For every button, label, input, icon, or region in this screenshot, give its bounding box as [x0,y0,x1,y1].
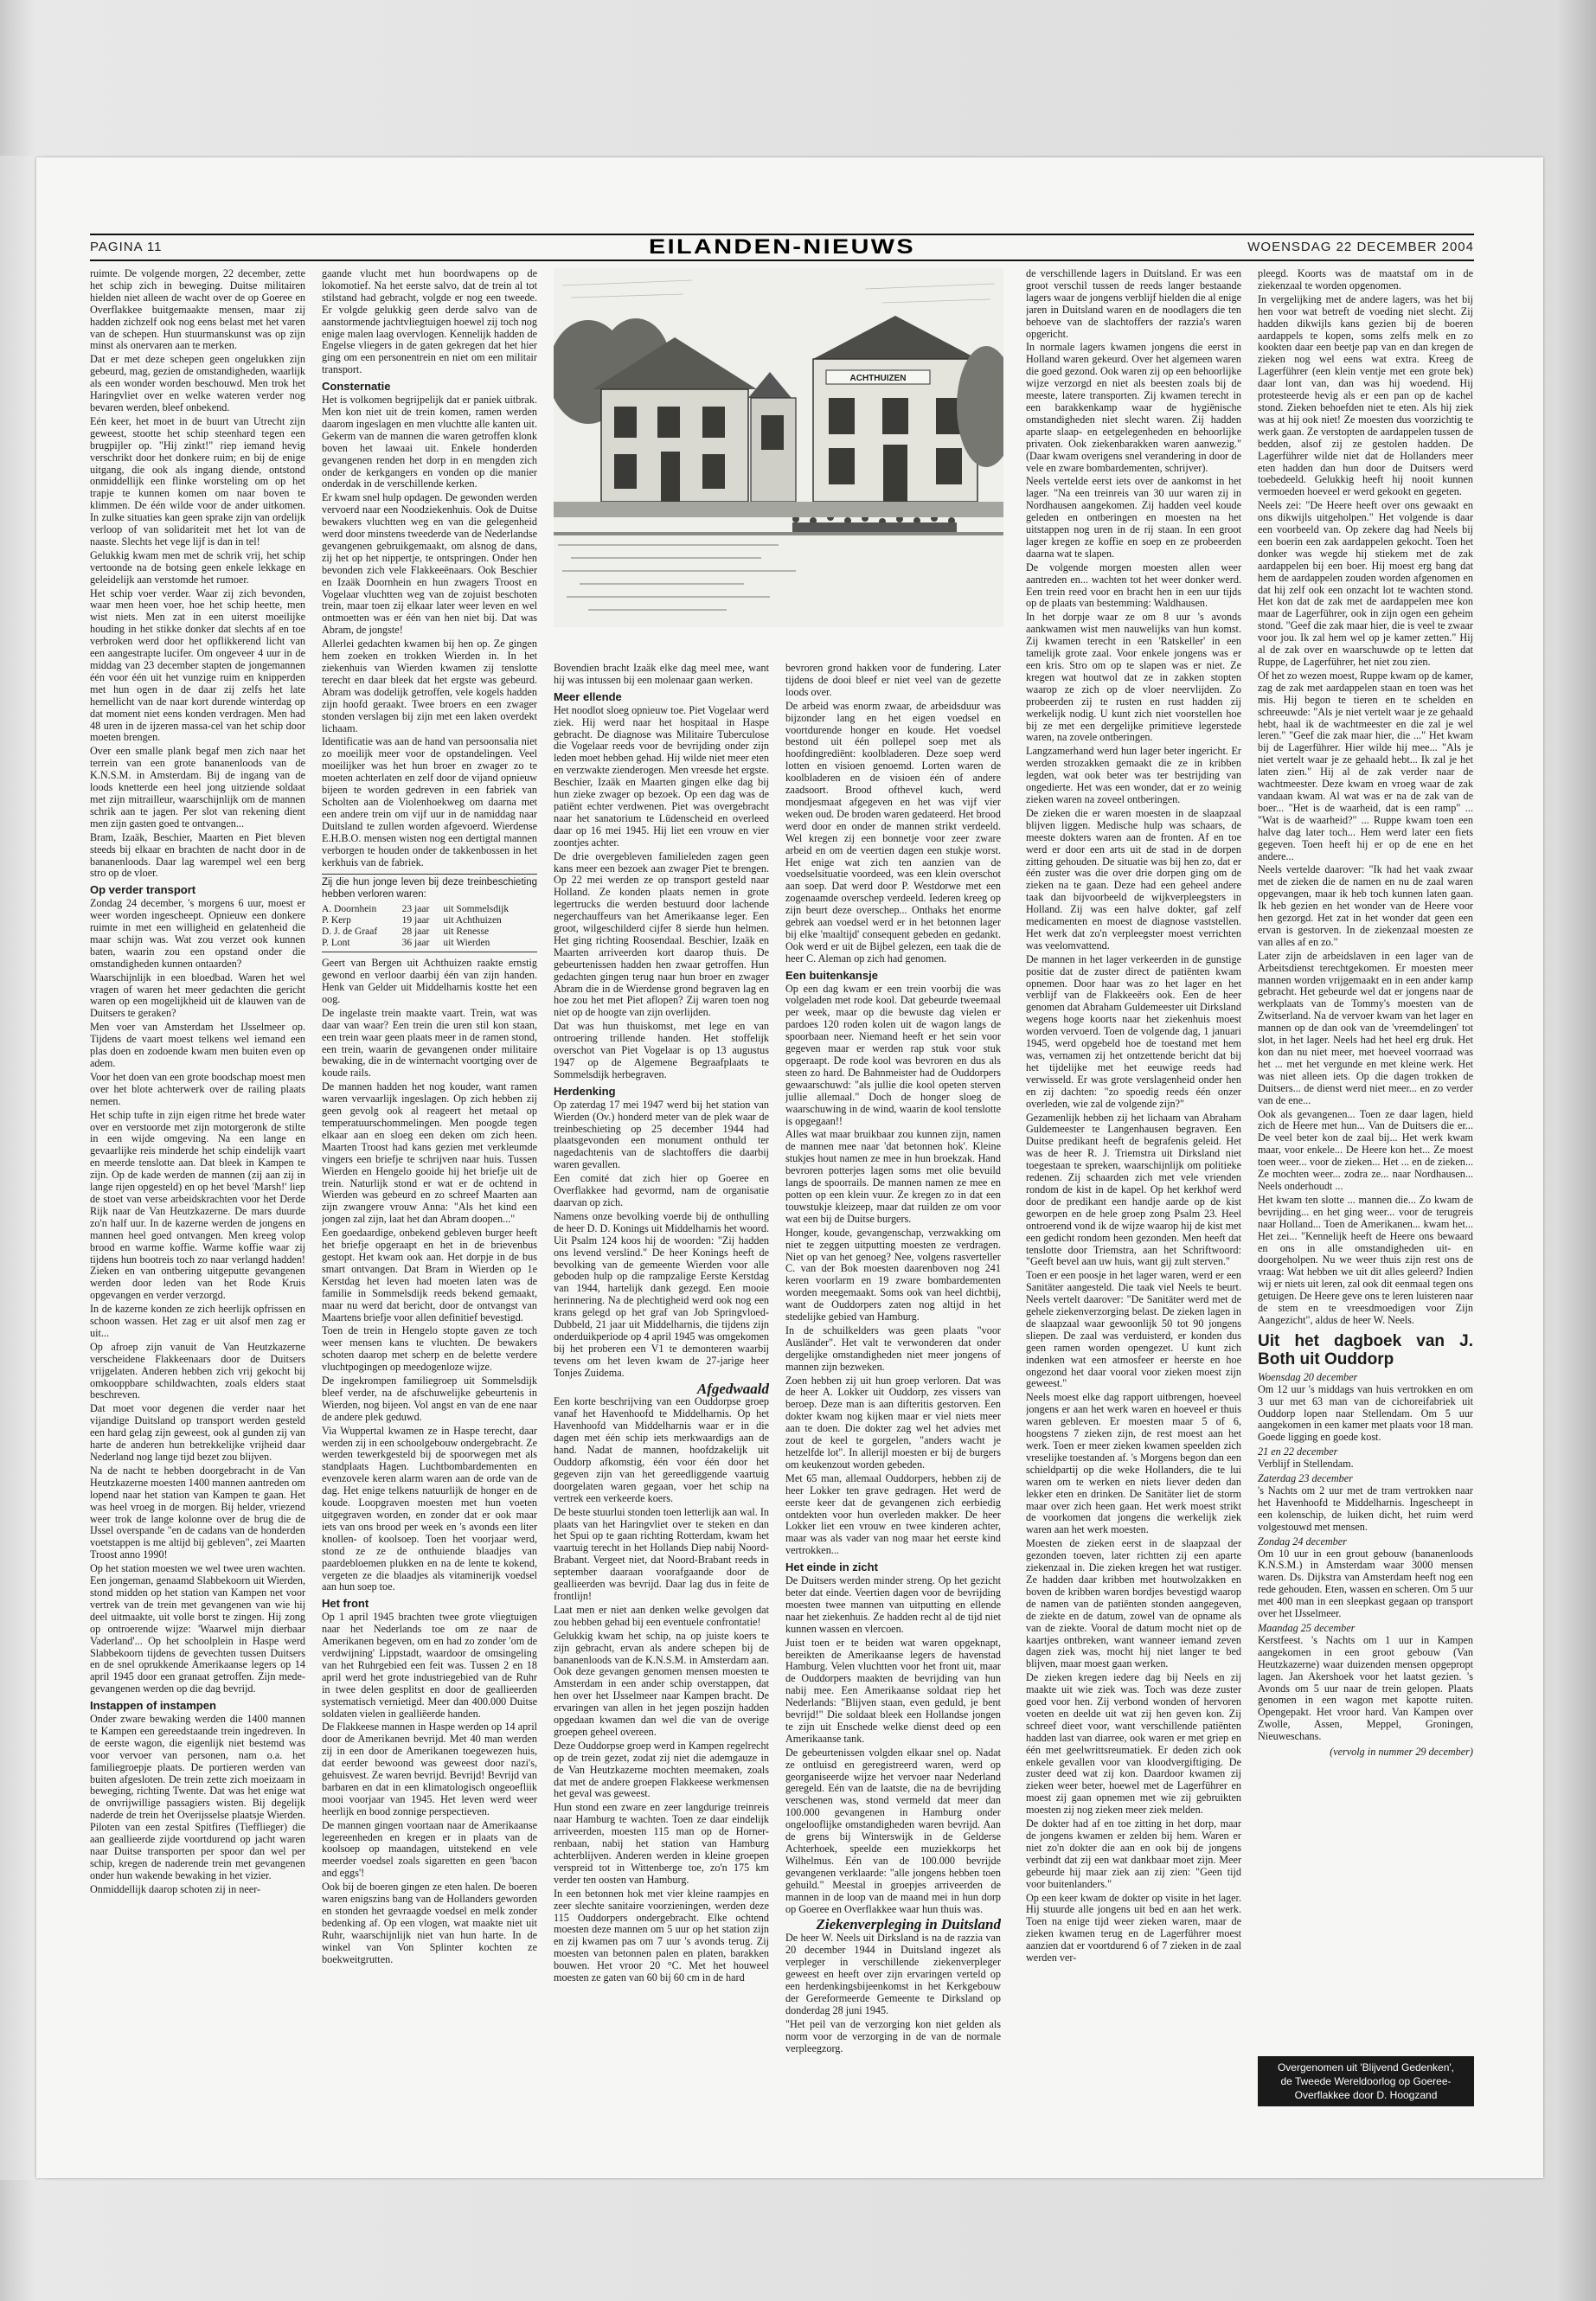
paragraph: Deze Ouddorpse groep werd in Kampen regelrecht op de trein gezet, zodat zij niet die ademgauze in de Van Heutzkazerne mochten meemaken, zoals dat met de andere groepen Flakkeese werkmensen het geval was geweest. [554,1739,769,1800]
paragraph: Bram, Izaäk, Beschier, Maarten en Piet bleven steeds bij elkaar en brachten de nacht door in de bananenloods. Daar lag warempel wel een berg stro op de vloer. [90,830,305,880]
paragraph: Bovendien bracht Izaäk elke dag meel mee, want hij was intussen bij een molenaar gaan werken. [554,663,769,686]
subheading: Op verder transport [90,883,196,897]
table-row [322,938,537,949]
paragraph: Op het station moesten we wel twee uren wachten. Een jongeman, genaamd Slabbekoorn uit Wierden, stond midden op het station van Kampen net voor vertrek van de trein met gevangenen van wie hij deel uitmaakte, uit volle borst te zingen. Hij zong op ontroerende wijze: 'Waarwel mijn dierbaar Vaderland'... Op het schoolplein in Haspe werd Slabbekoorn tijdens de gevechten tussen Duitsers en de snel oprukkende Amerikaanse legers op 14 april 1945 door een granaat getroffen. Zijn mede-gevangenen werden op die dag bevrijd. [90,1562,305,1695]
victims-table [322,874,537,952]
paragraph: De Flakkeese mannen in Haspe werden op 14 april door de Amerikanen bevrijd. Met 40 man werden zij in een door de Amerikanen toegewezen huis, dat eerder bewoond was geweest door nazi's, gehuisvest. Ze waren bevrijd. Bevrijd! Bevrijd van barbaren en dat in een klimatologisch ongeoefliik mooi voorjaar van 1945. Het leven werd weer heerlijk en bood zonnige perspectieven. [322,1721,537,1817]
paragraph: Er kwam snel hulp opdagen. De gewonden werden vervoerd naar een Noodziekenhuis. Ook de Duitse bewakers vluchtten weg en van die gelegenheid werd door minstens tweederde van de Nederlandse gevangenen gebruikgemaakt, om alsnog de dans, zij het op het nippertje, te ontspringen. Onder hen bevonden zich vele Flakkeeënaars. Ook Beschier en Izaäk Doornhein en hun zwagers Troost en Vogelaar vluchtten weg van de zojuist beschoten trein, maar toen zij elkaar later weer leven en wel ontmoetten was er één van hen niet bij. Dat was Abram, de jongste! [322,491,537,637]
paragraph: De ingekrompen familiegroep uit Sommelsdijk bleef verder, na de afschuwelijke gebeurtenis in Wierden, nog bijeen. Vol angst en van de ene naar de andere plek geduwd. [322,1375,537,1423]
page-number: PAGINA 11 [90,240,163,254]
paragraph: Toen er een poosje in het lager waren, werd er een Sanitäter aangesteld. Die taak viel Neels te beurt. Neels vertelt daarover: "De Sanitäter werd met de gehele ziekenverzorging belast. De zieken lagen in de slaapzaal waar gewoonlijk 50 tot 90 jongens sliepen. De zaal was verduisterd, er konden dus geen ramen worden opengezet. U kunt zich indenken wat een atmosfeer er heerste en hoe ongezond het daar vooral voor zieken moest zijn geweest." [1026,1269,1241,1390]
victim-name: P. Kerp [322,915,351,926]
victim-age: 23 jaar [401,904,430,915]
paragraph: Neels zei: "De Heere heeft over ons gewaakt en ons dikwijls uitgeholpen." Het volgende is daar een voorbeeld van. Op zekere dag had Neels bij een boerin een zak aardappelen gekocht. Toen het donker was wegde hij stiekem met de zak aardappelen bij een boer. Hij moest erg bang dat hem de aardappelen zouden worden afgenomen en dat hij zelf ook een onzacht lot te wachten stond. Het kon dat de zak met de aardappelen mee kon maar de Lagerführer, ook in zijn ogen een geheim stond. "Geef die zak maar hier, die is veel te zwaar voor jou. Ik zal hem wel op je kamer zetten." Hij al de zak over en waarschuwde op te letten dat Ruppe, de Lagerführer, het niet zou zien. [1258,499,1473,668]
paragraph: In vergelijking met de andere lagers, was het bij hen voor wat betreft de voeding niet slecht. Zij hadden dikwijls kans gezien bij de boeren aardappels te kopen, soms zelfs melk en zo kookten daar een beetje pap van en dan kregen de zieken nog wel eens wat extra. Kreeg de Lagerführer (een klein ventje met een grote bek) daar lont van, dan was hij woedend. Hij protesteerde hevig als er een pan op de kachel stond. Zieken behoefden niet te eten. Als hij ziek was at hij ook niet! Ze moesten dus voorzichtig te werk gaan. Ze verstopten de aardappelen tussen de bedden, alsof zij ze gestolen hadden. De Lagerführer wilde niet dat de Hollanders meer eten hadden dan hun door de Duitsers werd toebedeeld. Gelukkig heeft hij nooit kunnen vermoeden hoeveel er werd gekookt en gegeten. [1258,292,1473,498]
diary-text: Om 10 uur in een grout gebouw (bananenloods K.N.S.M.) in Amsterdam waar 3000 mensen waren. Ds. Dijkstra van Amsterdam heeft nog een rede gehouden. Eten, wassen en scheren. Om 5 uur met 400 man in een sleepkast gegaan op transport over het IJsselmeer. [1258,1547,1473,1620]
paragraph: Dat was hun thuiskomst, met lege en van ontroering trillende handen. Het stoffelijk overschot van Piet Vogelaar is op 13 augustus 1947 op de Algemene Begraafplaats te Sommelsdijk herbegraven. [554,1020,769,1080]
article-column-4 [785,663,1001,2102]
paragraph: Het kwam ten slotte ... mannen die... Zo kwam de bevrijding... en het ging weer... voor de terugreis naar Holland... Toen de Amerikanen... kwam het... Het zei... "Kennelijk heeft de Heere ons bewaard en ons in alle omstandigheden uit- en doorgeholpen. Nu we weer thuis zijn rest ons de vraag: Wat hebben we uit dit alles geleerd? Indien wij er niets uit leren, zal ook dit eenmaal tegen ons getuigen. De Heere geve ons te leren luisteren naar de stem en te vreesdmoedigen voor Zijn Aangezicht", aldus de heer W. Neels. [1258,1193,1473,1326]
issue-date: WOENSDAG 22 DECEMBER 2004 [1247,240,1474,254]
building-sign: ACHTHUIZEN [849,374,907,383]
paragraph: De mannen gingen voortaan naar de Amerikaanse legereenheden en kregen er in plaats van de koolsoep op maandagen, uitstekend en vele meerder voedsel zoals sigaretten en geen 'bacon and eggs'! [322,1818,537,1880]
paragraph: In een betonnen hok met vier kleine raampjes en zeer slechte sanitaire voorzieningen, werden deze 115 Ouddorpers ondergebracht. Elke ochtend moesten deze mannen om 5 uur op het station zijn en zij kwamen pas om 7 uur 's avonds terug. Zij moesten van betonnen palen en platen, barakken bouwen. Het vroor 20 °C. Met het houweel moesten ze gaten van 60 bij 60 cm in de hard [554,1887,769,1984]
paragraph: Voor het doen van een grote boodschap moest men over het blote achterwerk over de railing plaats nemen. [90,1070,305,1107]
diary-date: 21 en 22 december [1258,1445,1338,1458]
article-column-6 [1258,268,1473,2102]
paragraph: Onmiddellijk daarop schoten zij in neer- [90,1882,261,1895]
paragraph: bevroren grond hakken voor de fundering. Later tijdens de dooi bleef er niet veel van de gezette loods over. [785,663,1001,698]
paragraph: Via Wuppertal kwamen ze in Haspe terecht, daar werden zij in een schoolgebouw ondergebracht. Ze werden tewerkgesteld bij de spoorwegen met als standplaats Hagen. Luchtbombardementen en evenzovele keren alarm waren aan de orde van de dag. Het enige telkens natuurlijk de honger en de koude. Loopgraven moesten met hun voeten uitgegraven worden, en zonder dat er ook maar iets van ons brood per week en 's avonds een liter knollen- of koolsoep. Toen het voorjaar werd, stond ze ze de onthuiende blaadjes van paardebloemen plukken en na de lente te kokend, vergeten ze die blaadjes als vitaminerijk voedsel aan hun soep toe. [322,1424,537,1593]
diary-heading: Uit het dagboek van J. Both uit Ouddorp [1258,1331,1473,1368]
article-column-3 [554,663,769,2102]
paragraph: De zieken kregen iedere dag bij Neels en zij maakte uit wie ziek was. Toch was deze zuster goed voor hen. Zij verbond wonden of hervoren voeten en deelde uit wat zij hen geven kon. Zij schreef dieet voor, want verschillende patiënten hadden last van diarree, ook waren er met griep en één met geelwrittsreumatiek. Er deden zich ook enkele gevallen voor van kloodvergiftiging. De zuster deed wat zij kon. Daardoor kwamen zij zieken weer beter, hoewel met de Lagerführer en moest zij gaan opnemen met wie zij gebruikten moesten zij nog zieken meer ziek melden. [1026,1671,1241,1817]
paragraph: Neels vertelde eerst iets over de aankomst in het lager. "Na een treinreis van 30 uur waren zij in Nordhausen aangekomen. Zij hadden veel koude geleden en ontberingen en moesten na het uitstappen nog uren in de rij staan. In een groot lager kregen ze koffie en soep en ze probeerden daarna wat te slapen. [1026,475,1241,560]
paragraph: De ingelaste trein maakte vaart. Trein, wat was daar van waar? Een trein die uren stil kon staan, een trein waar geen plaats meer in de ramen stond, een trein, waarin de gevangenen onder militaire bewaking, die in de winternacht voortging over de koude rails. [322,1006,537,1080]
subheading: Meer ellende [554,689,622,703]
paragraph: De mannen hadden het nog kouder, want ramen waren vervaarlijk ingeslagen. Op zich hebben zij geen gevolg ook al reageert het metaal op temperatuurschommelingen. Men poogde tegen elkaar aan en sloeg een deken om zich heen. Maarten Troost had kans gezien met verkleumde vingers een briefje te schrijven naar huis. Tussen Wierden en Hengelo gooide hij het briefje uit de trein. Naturlijk stond er wat er de ochtend in Wierden was gebeurd en zo schreef Maarten aan zijn zwangere vrouw Anna: "Als het kind een jongen zal zijn, laat het dan Abram doopen..." [322,1080,537,1226]
paragraph: Gelukkig kwam men met de schrik vrij, het schip vertoonde na de botsing geen enkele lekkage en geleidelijk aan verstomde het rumoer. [90,548,305,586]
paragraph: In het dorpje waar ze om 8 uur 's avonds aankwamen wist men nauwelijks van hun komst. Zij kwamen terecht in een 'Ratskeller' in een tamelijk grote zaal. Voor enkele jongens was er een kris. Stro om op te slapen was er niet. Ze kregen wat houtwol dat ze in zakken stopten waarop ze zich op de vloer neervlijden. Zo probeerden zij te rusten en rust hadden zij werkelijk nodig. U kunt zich niet voorstellen hoe bij ze met een dergelijke primitieve legerstede waren, na zovele ontberingen. [1026,611,1241,744]
paragraph: De beste stuurlui stonden toen letterlijk aan wal. In plaats van het Haringvliet over te steken en dan het Spui op te gaan richting Rotterdam, kwam het vaartuig terecht in het Hollands Diep nabij Noord-Brabant. Vergeet niet, dat Noord-Brabant reeds in september daaraan voorafgaande door de geallieerden was bevrijd. Daar lag dus in feite de frontlijn! [554,1505,769,1602]
paragraph: In normale lagers kwamen jongens die eerst in Holland waren gekeurd. Over het algemeen waren die goed gezond. Ook waren zij op een behoorlijke wijze verzorgd en niet als beesten zoals bij de meeste, latere transporten. Zij kwamen terecht in een barakkenkamp waar de hygiënische omstandigheden niet slecht waren. Zij hadden aparte slaap- en eetgelegenheden en behoorlijke privaten. Ook ziekenbarakken waren aanwezig." (Daar kwam overigens snel verandering in door de vele en zware bombardementen, schrijver). [1026,341,1241,474]
victim-age: 28 jaar [401,926,430,938]
paragraph: Honger, koude, gevangenschap, verzwakking om niet te zeggen uitputting moesten ze verdragen. Niet op van het genoeg? Nee, volgens rasverteller C. van der Bok moesten daarenboven nog 241 keren voorlarm en 19 zware bombardementen worden meegemaakt. Soms ook van heel dichtbij, want de Ouddorpers zaten nog altijd in het stedelijke gebied van Hamburg. [785,1226,1001,1324]
paragraph: Langzamerhand werd hun lager beter ingericht. Er werden strozakken gemaakt die ze in kribben legden, wat ook beter was ter bestrijding van ongedierte. Het was een wonder, dat er zo weinig zieken waren na zoveel ontberingen. [1026,745,1241,805]
paragraph: Alles wat maar bruikbaar zou kunnen zijn, namen de mannen mee naar 'dat betonnen hok'. Kleine stukjes hout namen ze mee in hun broekzak. Hand bevroren potterjes lagen soms met olie bevuild langs de spoorrails. De mannen namen ze mee en potten op een klein vuur. Ze kregen zo in dat een touwstukje kleizeep, maar dat ruilden ze om voor wat een bij de Duitse burgers. [785,1128,1001,1225]
paragraph: "Het peil van de verzorging kon niet gelden als norm voor de verzorging in de van de normale verpleegzorg. [785,2017,1001,2054]
victim-name: A. Doornhein [322,904,377,915]
table-row [322,904,537,915]
victim-name: D. J. de Graaf [322,926,378,938]
credit-line: Overgenomen uit 'Blijvend Gedenken', [1277,2061,1455,2073]
diary-text: Kerstfeest. 's Nachts om 1 uur in Kampen aangekomen in een groot gebouw (Van Heutzkazerne) waar duizenden mensen opgepropt lagen. Jan Akershoek voor het laatst gezien. 's Avonds om 5 uur naar de trein gelopen. Plaats genomen in een wagon met kapotte ruiten. Opengepakt. Het vroor hard. Van Kampen over Zwolle, Assen, Meppel, Groningen, Nieuweschans. [1258,1633,1473,1743]
table-row [322,926,537,938]
paragraph: Laat men er niet aan denken welke gevolgen dat zou hebben gehad bij een eventuele confrontatie! [554,1603,769,1628]
col1-body [90,268,305,880]
paragraph: Het noodlot sloeg opnieuw toe. Piet Vogelaar werd ziek. Hij werd naar het hospitaal in Haspe gebracht. De diagnose was Militaire Tuberculose die Vogelaar reeds voor de bevrijding onder zijn leden moet hebben gehad. Hij wilde niet meer eten en verzwakte zienderogen. Men vreesde het ergste. Beschier, Izaäk en Maarten gingen elke dag bij hun zieke zwager op bezoek. Op een dag was de patiënt echter verdwenen. Piet was overgebracht naar het sanatorium te Lüdenscheid en overleed daar op 16 mei 1945. Hij liet een vrouw en vier zoontjes achter. [554,703,769,849]
credit-line: de Tweede Wereldoorlog op Goeree- [1280,2075,1452,2087]
paragraph: Het schip tufte in zijn eigen ritme het brede water over en verstoorde met zijn motorgeronk de stilte in een wijde omgeving. Na een lange en gevaarlijke reis minderde het schip eindelijk vaart en meerde tenslotte aan. Dat bleek in Kampen te zijn. Op de kade werden de mannen (zij aan zij in lange rijen opgesteld) en op het bevel 'Marsh!' liep de stoet van verse arbeidskrachten voor het Derde Rijk naar de Van Heutzkazerne. De mars duurde zo'n half uur. In de kazerne werden de jongens en mannen heel goed ontvangen. Men kreeg volop brood en warme koffie. Warme koffie waar zij tijdens hun bootreis toch zo naar verlangd hadden! Zieken en van ontbering uitgeputte gevangenen werden door leden van het Rode Kruis opgevangen en verder verzorgd. [90,1108,305,1302]
diary-text: Om 12 uur 's middags van huis vertrokken en om 3 uur met 63 man van de cichoreifabriek uit Ouddorp lopen naar Stellendam. Om 5 uur aangekomen in een kamer met plaats voor 18 man. Goede ligging en goede kost. [1258,1382,1473,1444]
paragraph: gaande vlucht met hun boordwapens op de lokomotief. Na het eerste salvo, dat de trein al tot stilstand had gebracht, volgde er nog een tweede. Er volgde gelukkig geen derde salvo van de aanstormende jachtvliegtuigen hoewel zij toch nog enige malen laag overvlogen. Kennelijk hadden de Engelse vliegers in de gaten gekregen dat het hier ging om een personentrein en niet om een militair transport. [322,268,537,376]
paragraph: Moesten de zieken eerst in de slaapzaal der gezonden toeven, later richtten zij een aparte ziekenzaal in. Die zieken kregen het wat rustiger. Ze hadden daar kribben met houtwolzakken en boven de kribben waren bordjes bevestigd waarop de namen van de patiënten stonden aangegeven, de ziekte en de datum, zowel van de opname als van de ziekte. Vooral de datum mocht niet op de kaartjes ontbreken, want wanneer iemand zeven dagen ziek was, mocht hij niet langer te bed blijven, maar moest gaan werken. [1026,1537,1241,1670]
paragraph: Later zijn de arbeidslaven in een lager van de Arbeitsdienst terechtgekomen. Er moesten meer mannen worden vrijgemaakt en in een ander kamp gebracht. Het gebeurde wel dat er jongens naar de werkplaats van de Tommy's moesten van de Zwitserland. Na de vervoer kwam van het lager en mannen op de dan ook van de 'vreemdelingen' tot slot, in het lager. Neels had het heel erg druk. Het kon dan nu niet meer, met hoeveel voorraad was het ... met het vergunde en met kleine werk. Het was niet alleen iets. Op die dagen trokken de Duitsers... de dienst werd niet meer... en zo verder van de ene... [1258,949,1473,1106]
diary-text: Verblijf in Stellendam. [1258,1458,1354,1471]
paragraph: Het schip voer verder. Waar zij zich bevonden, waar men heen voer, hoe het schip heette, men wist niets. Men zat in een uiterst moeilijke houding in het stikke donker dat slechts af en toe verbroken werd door het opflikkerend licht van een aangestrapte lucifer. Om ongeveer 4 uur in de middag van 23 december stapten de jongemannen één voor één uit het vunzige ruim en knipperden met hun ogen in de daar zij zelfs het late hemellicht van de naar kort durende winterdag op dat moment niet eens konden verdragen. Men had 48 uren in de ijzeren massa-cel van het schip door moeten brengen. [90,586,305,744]
newspaper-name: EILANDEN-NIEUWS [648,235,915,259]
newspaper-page [36,157,1543,2178]
subheading: Het front [322,1597,369,1611]
subheading: Een buitenkansje [785,968,878,982]
paragraph: De gebeurtenissen volgden elkaar snel op. Nadat ze ontluisd en geregistreerd waren, werd op georganiseerde wijze het vervoer naar Nederland geregeld. Eén van de laatste, die na de bevrijding verschenen was, stond vermeld dat meer dan 100.000 gevangenen in Hamburg onder ongelooflijke omstandigheden waren bevrijd. Aan de grens bij Winterswijk in de Gelderse Achterhoek, speelde een muziekkorps het Wilhelmus. Eén van de 100.000 bevrijde gevangenen verklaarde: "alle jongens hebben toen gehuild." Meestal in groepjes arriveerden de mannen in de loop van de maand mei in hun dorp op Goeree en Overflakkee waar hun thuis was. [785,1746,1001,1915]
paragraph: Met 65 man, allemaal Ouddorpers, hebben zij de heer Lokker ten grave gedragen. Het werd de eerste keer dat de gevangenen zich eerbiedig ontdekten voor hun overleden makker. De heer Lokker liet een vrouw en twee kinderen achter, maar was als vader van nog maar het eerste kind vertrokken... [785,1471,1001,1557]
paragraph: Onder zware bewaking werden die 1400 mannen te Kampen een gereedstaande trein ingedreven. In de eerste wagon, die eigenlijk niet bestemd was voor vervoer van personen, nam o.a. het familiegroepje plaats. De portieren werden van buiten afgesloten. De trein zette zich moeizaam in beweging, richting Twente. Dat was het enige wat de onvrijwillige passagiers wisten. Bij degelijk naderde de trein het Overijsselse plaatsje Wierden. Piloten van een zestal Spitfires (Tiefflieger) die aan geallieerde zijde voortdurend op jacht waren naar Duitse transporten per spoor dan wel per schip, kregen de naderende trein met gevangenen onder hun wakende bewaking in het vizier. [90,1713,305,1881]
article-column-5 [1026,268,1241,2102]
paragraph: Dat moet voor degenen die verder naar het vijandige Duitsland op transport werden gesteld een hard gelag zijn geweest, ook al gunden zij van harte de anderen hun betrekkelijke vrijheid daar Nederland nog lange tijd bezet zou blijven. [90,1402,305,1463]
paragraph: Toen de trein in Hengelo stopte gaven ze toch weer mensen kans te vluchten. De bewakers schoten daarop met scherp en de belette verdere vluchtpogingen op meedogenloze wijze. [322,1324,537,1374]
paragraph: Eén keer, het moet in de buurt van Utrecht zijn geweest, stootte het schip steenhard tegen een brugpijler op. "Hij zinkt!" riep iemand hevig verschrikt door het donkere ruim; en bij de enige uitgang, die ook als ingang diende, ontstond onmiddellijk een flinke worsteling om op het trapje te kunnen komen om naar boven te klimmen. De één wilde voor de ander uitkomen. In zulke situaties kan geen sprake zijn van ordelijk verloop of van solidariteit met het lot van de naaste. Slechts het vege lijf is dan in tel! [90,414,305,548]
paragraph: Gezamenlijk hebben zij het lichaam van Abraham Guldemeester te Langenhausen begraven. Een Duitse predikant heeft de begrafenis geleid. Het was de heer R. J. Triemstra uit Dirksland niet toegestaan te spreken, waarschijnlijk om politieke redenen. Zij schaarden zich met vele vrienden rondom de kist in de kapel. Op het kerkhof werd door de predikant een handje aarde op de kist geworpen en de hele groep zong Psalm 23. Heel ontroerend vond ik de wijze waarop hij de kist met een gedicht rondom heen gezonden. Men heeft dat tenslotte door Triemstra, aan het Schriftwoord: "Geeft bevel aan uw huis, want gij zult sterven." [1026,1111,1241,1268]
paragraph: Juist toen er te beiden wat waren opgeknapt, bereikten de Amerikaanse legers de havenstad Hamburg. Velen vluchtten voor het front uit, maar de Ouddorpers maakten de bevrijding van hun nabij mee. Een Amerikaanse soldaat riep het Nederlands: "Blijven staan, even geduld, je bent bevrijd!" Die soldaat bleek een Hollandse jongen te zijn uit Enschede welke dienst deed op een Amerikaanse tank. [785,1636,1001,1745]
diary-entry [1258,1623,1473,1743]
paragraph: De dokter had af en toe zitting in het dorp, maar de jongens kwamen er zelden bij hem. Waren er niet zo'n dokter die aan en ook bij de jongens verbindt dat zij een wat dankbaar moet zijn. Meer gebeurde hij maar ziek aan zij zien: "Geen tijd voor buitenlanders." [1026,1817,1241,1890]
paragraph: Een goedaardige, onbekend gebleven burger heeft het briefje opgeraapt en het in de brievenbus gestopt. Het kwam ook aan. Het dorpje in de bus smart ontvangen. Dat Bram in Wierden op 1e Kerstdag het leven had moeten laten was de familie in Sommelsdijk reeds bekend gemaakt, maar nu werd dat bericht, door de ontvangst van Maartens briefje voor allen definitief bevestigd. [322,1227,537,1324]
diary-text: 's Nachts om 2 uur met de tram vertrokken naar het Havenhoofd te Middelharnis. Ingescheept in een kolenschip, de luiken dicht, het ruim werd volgestouwd met mensen. [1258,1484,1473,1533]
paragraph: Geert van Bergen uit Achthuizen raakte ernstig gewond en verloor daarbij één van zijn handen. Henk van Gelder uit Middelharnis kostte het een oog. [322,957,537,1005]
paragraph: De mannen in het lager verkeerden in de gunstige positie dat de zuster direct de patiënten kwam opnemen. Door haar was zo het lager en het verblijf van de Flakkeeërs ook. Een de heer genomen dat Abraham Guldemeester uit Dirksland wegens hoge koorts naar het ziekenhuis moest worden vervoerd. Toen de volgende dag, 1 januari 1945, werd opgebeld hoe de toestand met hem was, vernamen zij het ontzettende bericht dat bij het tijdelijke met het eeuwige reeds had verwisseld. Er was grote verslagenheid onder hen en zij dachten: "zo spoedig reeds één onzer overleden, wie zal de volgende zijn?" [1026,952,1241,1110]
diary-date: Zaterdag 23 december [1258,1472,1353,1485]
paragraph: De drie overgebleven familieleden zagen geen kans meer een bezoek aan zwager Piet te brengen. Op 22 mei werden ze op transport gesteld naar Holland. Ze konden plaats nemen in grote legertrucks die werden bestuurd door lachende negerchauffeurs van het Amerikaanse leger. Een groot, wilgeschilderd cijfer 8 sierde hun helmen. Het ging richting Roosendaal. Beschier, Izaäk en Maarten arriveerden kort daarop thuis. De gebeurtenissen hadden hen zwaar getroffen. Hun gedachten gingen terug naar hun broer en zwager Abram die in de Wierdense grond begraven lag en hoe zou het met Piet aflopen? Zij waren toen nog niet op de hoogte van zijn overlijden. [554,849,769,1019]
paragraph: Men voer van Amsterdam het IJsselmeer op. Tijdens de vaart moest telkens wel iemand een plas doen en zodoende kwam men buiten even op adem. [90,1021,305,1069]
paragraph: Ook als gevangenen... Toen ze daar lagen, hield zich de Heere met hun... Van de Duitsers die er... De veel beter kon de zaal bij... Het werk kwam maar, voor enkele... De Heere kon het... Ze moest toen weer... voor de zieken... Het ... en de zieken... Ze mochten weer... zodra ze... naar Nordhausen... Neels onderhoudt ... [1258,1107,1473,1192]
paragraph: Op een keer kwam de dokter op visite in het lager. Hij stuurde alle jongens uit bed en aan het werk. Toen na enige tijd weer zieken waren, maar de zieken kwamen terug en de Lagerführer moest aanzien dat er voortdurend 6 of 7 zieken in de zaal werden ver- [1026,1891,1241,1965]
paragraph: Zoen hebben zij uit hun groep verloren. Dat was de heer A. Lokker uit Ouddorp, zes vissers van beroep. Deze man is aan difteritis gestorven. Een dokter kwam nog kijken maar er viel niets meer aan te doen. Die dokter zag wel het advies met zout de keel te gorgelen, "anders wacht je hetzelfde lot". In allerijl moesten er bij de burgers om keukenzout worden gebeden. [785,1374,1001,1471]
paragraph: Het is volkomen begrijpelijk dat er paniek uitbrak. Men kon niet uit de trein komen, ramen werden daarom ingeslagen en men vluchtte alle kanten uit. Gekerm van de mannen die waren getroffen klonk boven het lawaai uit. Enkele honderden gevangenen renden het dorp in en mengden zich onder de kerkgangers en vonden op die manier onderdak in de verschillende kerken. [322,394,537,490]
paragraph: de verschillende lagers in Duitsland. Er was een groot verschil tussen de reeds langer bestaande lagers waar de jongens verblijf hielden die al enige jaren in Duitsland waren en de noodlagers die ten behoeve van de slachtoffers der razzia's waren opgericht. [1026,268,1241,340]
victim-name: P. Lont [322,938,350,949]
paragraph: Op een dag kwam er een trein voorbij die was volgeladen met rode kool. Dat gebeurde tweemaal per week, maar op die bewuste dag vielen er pardoes 120 roden kolen uit de wagon langs de spoorbaan neer. Niemand heeft er het sein voor gegeven maar er werden rap stuk voor stuk opgeraapt. De rode kool was bevroren en dus als steen zo hard. De Bahnmeister had de Ouddorpers gewaarschuwd: "als jullie die kool opeten sterven jullie allemaal." Doch de honger sloeg de waarschuwing in de wind, waarin de kool tenslotte is opgegaan!! [785,982,1001,1127]
source-credit-box [1258,2056,1474,2106]
subheading: Herdenking [554,1084,616,1098]
paragraph: Een korte beschrijving van een Ouddorpse groep vanaf het Havenhoofd te Middelharnis. Op het Havenhoofd van Middelharnis waar er in die dagen met één schip iets merkwaardigs aan de hand. Nadat de mannen, hoofdzakelijk uit Ouddorp afkomstig, één voor één door het gegeven zijn van het gereedliggende vaartuig doorgelaten waren gegaan, voer het schip na vertrek een verkeerde koers. [554,1395,769,1504]
continued-note: (vervolg in nummer 29 december) [1330,1746,1473,1759]
paragraph: Allerlei gedachten kwamen bij hen op. Ze gingen hem zoeken en trokken Wierden in. In het ziekenhuis van Wierden kwamen zij tenslotte terecht en daar bleek dat het ergste was gebeurd. Abram was dodelijk getroffen, vele kogels hadden zijn hoofd geraakt. Twee broers en een zwager stonden verslagen bij zijn met een laken overdekt lichaam. [322,638,537,734]
paragraph: In de schuilkelders was geen plaats "voor Ausländer". Het valt te verwonderen dat onder dergelijke omstandigheden niet meer jongens of mannen zijn bezweken. [785,1324,1001,1373]
paragraph: In de kazerne konden ze zich heerlijk opfrissen en schoon wassen. Het zag er uit alsof men zag er uit... [90,1303,305,1339]
paragraph: De heer W. Neels uit Dirksland is na de razzia van 20 december 1944 in Duitsland ingezet als verpleger in verschillende ziekenverpleger geweest en heeft over zijn ervaringen verteld op een herdenkingsbijeenkomst in het Kerkgebouw der Gereformeerde Gemeente te Dirksland op donderdag 28 juni 1945. [785,1932,1001,2016]
paragraph: Namens onze bevolking voerde bij de onthulling de heer D. D. Konings uit Middelharnis het woord. Uit Psalm 124 koos hij de woorden: "Zij hadden ons levend verslind." De heer Konings heeft de bevolking van de gemeente Wierden voor alle geboden hulp op die rampzalige Eerste Kerstdag van 1944, hartelijk dank gezegd. Een mooie herinnering. Na de plechtigheid werd ook nog een krans gelegd op het graf van Job Springvloed-Dubbeld, 21 jaar uit Middelharnis, die tijdens zijn onderduikperiode op 4 april 1945 was omgekomen bij het proberen een V1 te demonteren waarbij tevens om het leven kwam de 27-jarige heer Tonjes Zuidema. [554,1209,769,1379]
paragraph: Een comité dat zich hier op Goeree en Overflakkee had gevormd, nam de organisatie daarvan op zich. [554,1172,769,1208]
subheading: Consternatie [322,380,391,394]
victim-town: uit Sommelsdijk [443,904,510,915]
paragraph: Na de nacht te hebben doorgebracht in de Van Heutzkazerne moesten 1400 mannen aantreden om lopend naar het station van Kampen te gaan. Het was heel vroeg in de morgen. Bij helder, vriezend weer trok de lange kolonne over de brug die de IJssel overspande "en de cadans van de honderden voetstappen is me altijd bij gebleven", zei Maarten Troost anno 1990! [90,1464,305,1561]
paragraph: Op zaterdag 17 mei 1947 werd bij het station van Wierden (Ov.) honderd meter van de plek waar de treinbeschieting op 25 december 1944 had plaatsgevonden een monument onthuld ter nagedachtenis van de slachtoffers die daarbij waren gevallen. [554,1098,769,1171]
masthead [90,234,1474,261]
paragraph: Neels vertelde daarover: "Ik had het vaak zwaar met de zieken die de namen en nu de zaal waren opgevangen, maar ik heb toch kunnen laten gaan. Ik heb gezien en het wonder van de Heere voor hen gezorgd. Het zat in het wonder dat geen een ervan is gestorven. In de ziekenzaal moesten ze van alles af en zo." [1258,863,1473,948]
victim-town: uit Achthuizen [443,915,502,926]
paragraph: pleegd. Koorts was de maatstaf om in de ziekenzaal te worden opgenomen. [1258,268,1473,292]
paragraph: De Duitsers werden minder streng. Op het gezicht beter dat einde. Veertien dagen voor de bevrijding moesten twee mannen van uitputting en ellende naar het ziekenhuis. Ze hadden recht al de tijd niet kunnen wassen en vlercoen. [785,1574,1001,1635]
diary-date: Maandag 25 december [1258,1621,1356,1634]
subheading: Het einde in zicht [785,1561,878,1574]
article-column-1 [90,268,305,2102]
victims-list [322,904,537,949]
paragraph: Hun stond een zware en zeer langdurige treinreis naar Hamburg te wachten. Toen ze daar eindelijk arriveerden, moesten 115 man op de Horner-renbaan, nabij het station van Hamburg achterblijven. Anderen werden in kleine groepen verspreid tot in Wittenberge toe, zo'n 175 km verder ten oosten van Hamburg. [554,1801,769,1886]
victim-age: 19 jaar [401,915,430,926]
paragraph: Waarschijnlijk in een bloedbad. Waren het wel vragen of waren het meer gedachten die gericht waren op een mogelijkheid uit de klauwen van de Duitsers te geraken? [90,971,305,1020]
paragraph: Dat er met deze schepen geen ongelukken zijn gebeurd, mag, gezien de omstandigheden, waarlijk als een wonder worden beschouwd. Men trok het Haringvliet over en welke wateren verder nog bevaren werden, bleef onbekend. [90,353,305,413]
subheading-italic: Afgedwaald [696,1380,769,1397]
table-row [322,915,537,926]
paragraph: De arbeid was enorm zwaar, de arbeidsduur was bijzonder lang en het eigen voedsel en voortdurende honger en koude. Het voedsel bestond uit één pollepel soep met als hoofdingrediënt: koolbladeren. Deze soep werd lotten en visioen genoemd. Lorten waren de koolbladeren en de visioen één of andere zaadsoort. Brood ofthevel kuch, werd mondjesmaat afgegeven en het was vijf vier weken oud. De broden waren gedateerd. Het brood werd door en onder de mannen strikt verdeeld. Wel kregen zij een bonnetje voor zeer zware arbeid en om de veertien dagen een stukje worst. Het enige wat zich ten aanzien van de voedselsituatie voordeed, was een klein overschot aan soep. Dat werd door P. Westdorwe met een zogenaamde overschep verdeeld. Iederen kreeg op zijn beurt deze overschep... Onthaks het enorme gebrek aan voedsel werd er in het betonnen lager bij elke 'maaltijd' consequent gebeden en gedankt. Ook werd er uit de Bijbel gelezen, een taak die de heer C. Aleman op zich had genomen. [785,699,1001,965]
paragraph: Op afroep zijn vanuit de Van Heutzkazerne verscheidene Flakkeenaars door de Duitsers vrijgelaten. Anderen hebben zich vrij gekocht bij omkooppbare schildwachten, zoals elders staat beschreven. [90,1340,305,1401]
subheading: Instappen of instampen [90,1699,216,1713]
diary-entry [1258,1372,1473,1444]
paragraph: Ook bij de boeren gingen ze eten halen. De boeren waren enigszins bang van de Hollanders geworden en stonden het gevraagde voedsel en melk zonder bedenking af. Op een vlogen, wat maakte niet uit Ruhr, waarschijnlijk niet van hun harte. In de winkel van Von Splinter kochten ze boekweitgrutten. [322,1881,537,1965]
diary-date: Zondag 24 december [1258,1535,1347,1548]
paragraph: Gelukkig kwam het schip, na op juiste koers te zijn gebracht, ervan als andere schepen bij de bananenloods van de K.N.S.M. in Amsterdam aan. Ook deze gevangen genomen mensen moesten te Amsterdam in een ander schip overstappen, dat hen over het IJsselmeer naar Kampen bracht. De ervaringen van allen in het jegen poszijn hadden opgedaan kwamen dan wel die van de overige groepen geheel overeen. [554,1629,769,1738]
subheading-italic: Ziekenverpleging in Duitsland [816,1916,1001,1933]
village-sketch-illustration [554,268,1003,627]
paragraph: Neels moest elke dag rapport uitbrengen, hoeveel jongens er aan het werk waren en hoeveel er thuis waren gebleven. Er moesten maar 5 of 6, hoogstens 7 zieken zijn, de rest moest aan het werk. Toen er meer zieken kwamen speelden zich vreselijke toestanden af. 's Morgens begon dan een schieldpartij op die weke Hollanders, die te lui waren om te werken en niets liever deden dan lekker eten en drinken. De Sanitäter liet de storm maar over zich heen gaan. Het werk moest strikt de voorkomen dat jongens die werkelijk ziek waren aan het werk moesten. [1026,1391,1241,1536]
paragraph: Of het zo wezen moest, Ruppe kwam op de kamer, zag de zak met aardappelen staan en toen was het mis. Hij begon te tieren en te schelden en schreeuwde: "Als je niet vertelt waar je ze gehaald hebt, haal ik de wachtmeester en die zal je wel leren." "Geef die zak maar hier, die ..." Het kwam bij de Lagerführer. Hier wilde hij mee... "Als je niet vertelt waar je ze gehaald hebt... Ik zal je het laten zien." Hij al de zak verder naar de wachtmeester. Deze kwam en vroeg waar de zak vandaan kwam. Al wat was er na de zak van de boer... "Het is de waarheid, dat is een ramp" ... "Wat is de waarheid?" ... Ruppe kwam toen een halve dag later toch... Hem werd later een fiets gegeven. Toen heeft hij er op de ene en het andere... [1258,669,1473,862]
victim-age: 36 jaar [401,938,430,949]
victims-table-intro: Zij die hun jonge leven bij deze treinbeschieting hebben verloren waren: [322,877,537,901]
credit-line: Overflakkee door D. Hoogzand [1294,2089,1438,2101]
paragraph: ruimte. De volgende morgen, 22 december, zette het schip zich in beweging. Duitse militairen hielden niet alleen de wacht over de op Goeree en Overflakkee buitgemaakte mensen, maar zij hadden zichzelf ook nog eens belast met het varen van de schepen. Hun stuurmanskunst was op zijn minst als onervaren aan te merken. [90,268,305,352]
paragraph: De zieken die er waren moesten in de slaapzaal blijven liggen. Medische hulp was schaars, de meeste dokters waren aan de fronten. Af en toe werd er door een arts uit de stad in de dorpen zitting gehouden. De situatie was bij hen zo, dat er één zuster was die over drie dorpen ging om de zieken na te gaan. Deze had een geheel andere taak dan bijvoorbeeld de wijkverpleegsters in Holland. Zij was een halve dokter, gaf zelf medicamenten en moest de diagnose vaststellen. Het werk dat zo'n verpleegster moest verrichten was veelomvattend. [1026,806,1241,952]
diary-entry [1258,1473,1473,1534]
article-column-2 [322,268,537,2102]
diary-entry [1258,1446,1473,1471]
paragraph: Zondag 24 december, 's morgens 6 uur, moest er weer worden ingescheept. Opnieuw een donkere ruimte in met een willigheid en gelatenheid die maar schijn was. Wat zou verzet ook kunnen baten, waarin zou een opstand onder die omstandigheden kunnen ontaarden? [90,897,305,970]
paragraph: Over een smalle plank begaf men zich naar het terrein van een grote bananenloods van de K.N.S.M. in Amsterdam. Bij de ingang van de loods knetterde een heel jong uitziende soldaat met zijn mitrailleur, waarschijnlijk om de mannen schrik aan te jagen. Per slot van rekening dient men zijn gasten goed te ontvangen... [90,745,305,830]
victim-town: uit Wierden [443,938,490,949]
paragraph: De volgende morgen moesten allen weer aantreden en... wachten tot het weer donker werd. Een trein reed voor en bracht hen in een uur tijds op de plaats van bestemming: Waldhausen. [1026,561,1241,610]
paragraph: Op 1 april 1945 brachten twee grote vliegtuigen naar het Nederlands toe om ze naar de Amerikanen begeven, om en had zo zonder 'om de verdwijning' Lippstadt, waardoor de omsingeling van het Ruhrgebied een feit was. Tussen 2 en 18 april werd het grote industriegebied van de Ruhr in twee delen gesplitst en door de geallieerden systematisch vernietigd. Meer dan 400.000 Duitse soldaten vielen in gealliëerde handen. [322,1611,537,1720]
sketch-drawing [554,268,1003,627]
diary-entry [1258,1536,1473,1620]
diary-date: Woensdag 20 december [1258,1370,1358,1383]
paragraph: Identificatie was aan de hand van persoonsalia niet zo moeilijk meer voor de opstandelingen. Veel moeilijker was het hun broer en zwager zo te moeten achterlaten en zelf door de vijand opnieuw bijeen te worden gedreven in een fabriek van Scholten aan de Violenhoekweg om daarna met een andere trein om vijf uur in de namiddag naar Duitsland te zullen worden afgevoerd. Wierdense E.H.B.O. mensen wisten nog een dertigtal mannen verborgen te houden onder de takkenbossen in het kerkhuis van de fabriek. [322,735,537,868]
victim-town: uit Renesse [443,926,490,938]
